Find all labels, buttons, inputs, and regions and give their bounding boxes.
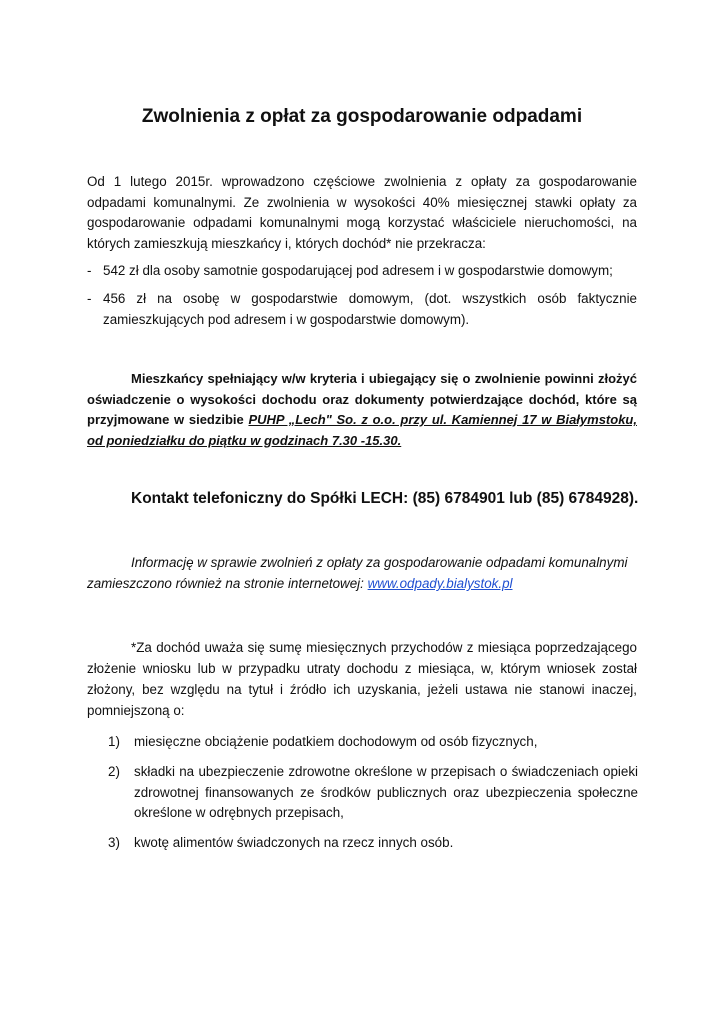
list-item	[108, 833, 638, 854]
list-item	[87, 289, 637, 330]
item-text: kwotę alimentów świadczonych na rzecz innych osób.	[134, 835, 454, 850]
page-title: Zwolnienia z opłat za gospodarowanie odpadami	[141, 106, 583, 127]
item-number: 1)	[108, 734, 120, 749]
contact-line: Kontakt telefoniczny do Spółki LECH: (85) 6784901 lub (85) 6784928).	[131, 490, 639, 507]
info-text: Informację w sprawie zwolnień z opłaty za gospodarowanie odpadami komunalnymi zamieszczono również na stronie internetowej:	[87, 555, 628, 591]
definition-text: *Za dochód uważa się sumę miesięcznych przychodów z miesiąca poprzedzającego złożenie wniosku lub w przypadku utraty dochodu z miesiąca, w, którym wniosek został złożony, bez względu na tytuł i źródło ich uzyskania, jeżeli ustawa nie stanowi inaczej, pomniejszoną o:	[87, 640, 637, 718]
item-text: miesięczne obciążenie podatkiem dochodowym od osób fizycznych,	[134, 734, 538, 749]
list-item	[87, 261, 637, 282]
list-item	[108, 762, 638, 824]
bullet-dash: -	[87, 291, 92, 306]
bullet-text: 456 zł na osobę w gospodarstwie domowym, (dot. wszystkich osób faktycznie zamieszkujących pod adresem i w gospodarstwie domowym).	[103, 291, 637, 327]
item-number: 2)	[108, 764, 120, 779]
notice-text: Mieszkańcy spełniający w/w kryteria i ubiegający się o zwolnienie powinni złożyć oświadczenie o wysokości dochodu oraz dokumenty potwierdzające dochód, które są przyjmowane w siedzibie	[87, 371, 637, 427]
website-link[interactable]: www.odpady.bialystok.pl	[367, 576, 513, 591]
item-text: składki na ubezpieczenie zdrowotne określone w przepisach o świadczeniach opieki zdrowotnej finansowanych ze środków publicznych oraz ubezpieczenia społeczne określone w odrębnych przepisach,	[134, 764, 638, 820]
info-paragraph	[87, 552, 647, 594]
list-item	[108, 732, 638, 753]
notice-paragraph	[87, 369, 637, 451]
bullet-dash: -	[87, 263, 92, 278]
item-number: 3)	[108, 835, 120, 850]
intro-paragraph: Od 1 lutego 2015r. wprowadzono częściowe zwolnienia z opłaty za gospodarowanie odpadami komunalnymi. Ze zwolnienia w wysokości 40% miesięcznej stawki opłaty za gospodarowanie odpadami komunalnymi mogą korzystać właściciele nieruchomości, na których zamieszkują mieszkańcy i, których dochód* nie przekracza:	[87, 174, 637, 251]
definition-paragraph	[87, 637, 637, 721]
bullet-text: 542 zł dla osoby samotnie gospodarującej pod adresem i w gospodarstwie domowym;	[103, 263, 613, 278]
office-location: PUHP „Lech" So. z o.o. przy ul. Kamiennej 17 w Białymstoku, od poniedziałku do piątku w godzinach 7.30 -15.30.	[87, 412, 637, 448]
